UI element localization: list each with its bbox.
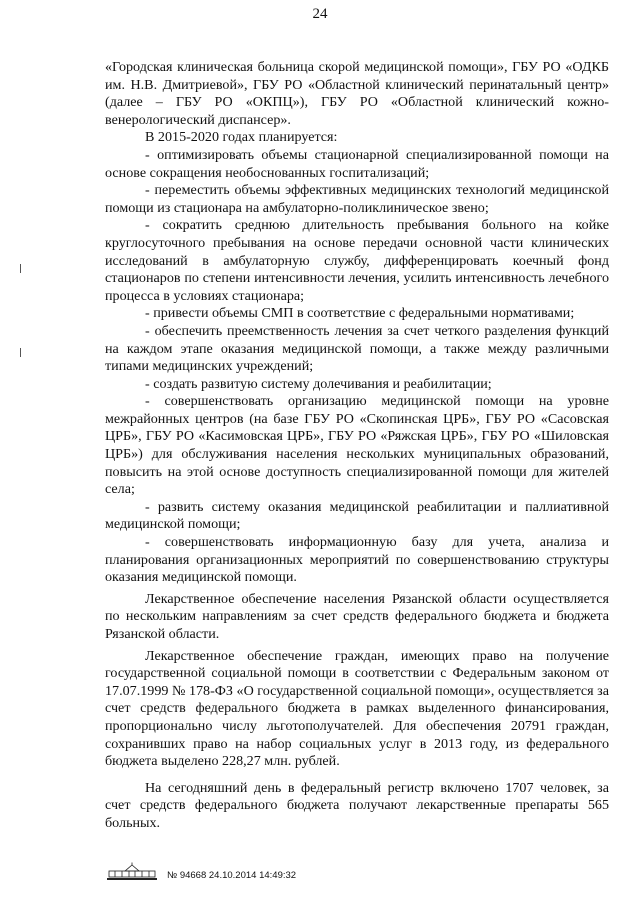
- document-stamp: № 94668 24.10.2014 14:49:32: [167, 870, 297, 881]
- page-number: 24: [312, 6, 328, 22]
- list-item-interdistrict-centers: - совершенствовать организацию медицинской помощи на уровне межрайонных центров (на базе ГБУ РО «Скопинская ЦРБ», ГБУ РО «Сасовская ЦРБ», ГБУ РО «Касимовская ЦРБ», ГБУ РО «Ряжская ЦРБ», ГБУ РО «Шиловская ЦРБ») для обслуживания населения нескольких муниципальных образований, повысить на этой основе доступность специализированной помощи для жителей села;: [105, 393, 609, 498]
- list-item-continuity: - обеспечить преемственность лечения за счет четкого разделения функций на каждом этапе оказания медицинской помощи, а также между различными типами медицинских учреждений;: [105, 322, 609, 375]
- paragraph-drug-provision: Лекарственное обеспечение населения Рязанской области осуществляется по нескольким направлениям за счет средств федерального бюджета и бюджета Рязанской области.: [105, 590, 609, 642]
- margin-mark-lower: [20, 348, 21, 357]
- list-item-move-technologies: - переместить объемы эффективных медицинских технологий медицинской помощи из стационара на амбулаторно-поликлиническое звено;: [105, 182, 609, 216]
- list-item-reduce-stay: - сократить среднюю длительность пребывания больного на койке круглосуточного пребывания на основе передачи основной части клинических исследований в амбулаторную службу, дифференцировать коечный фонд стационаров по степени интенсивности лечения, усилить интенсивность лечебного процесса в условиях стационара;: [105, 217, 609, 304]
- list-item-smp-volumes: - привести объемы СМП в соответствие с федеральными нормативами;: [145, 305, 575, 322]
- government-building-logo: [105, 862, 159, 882]
- document-footer: [105, 862, 296, 882]
- list-item-optimize-volumes: - оптимизировать объемы стационарной специализированной помощи на основе сокращения необоснованных госпитализаций;: [105, 146, 609, 181]
- paragraph-hospital-list: «Городская клиническая больница скорой медицинской помощи», ГБУ РО «ОДКБ им. Н.В. Дмитриевой», ГБУ РО «Областной клинический перинатальный центр» (далее – ГБУ РО «ОКПЦ»), ГБУ РО «Областной клинический кожно-венерологический диспансер».: [105, 59, 609, 128]
- list-item-rehab-system: - создать развитую систему долечивания и реабилитации;: [145, 375, 492, 392]
- paragraph-federal-law: Лекарственное обеспечение граждан, имеющих право на получение государственной социальной помощи в соответствии с Федеральным законом от 17.07.1999 № 178-ФЗ «О государственной социальной помощи», осуществляется за счет средств федерального бюджета в рамках выделенного финансирования, пропорционально числу льготополучателей. Для обеспечения 20791 граждан, сохранивших право на набор социальных услуг в 2013 году, из федерального бюджета выделено 228,27 млн. рублей.: [105, 647, 609, 770]
- paragraph-federal-register: На сегодняшний день в федеральный регистр включено 1707 человек, за счет средств федерального бюджета получают лекарственные препараты 565 больных.: [105, 779, 609, 831]
- list-item-palliative-care: - развить систему оказания медицинской реабилитации и паллиативной медицинской помощи;: [105, 498, 609, 533]
- paragraph-plans-intro: В 2015-2020 годах планируется:: [145, 129, 338, 146]
- margin-mark-upper: [20, 264, 21, 273]
- document-body: [105, 59, 609, 833]
- list-item-information-base: - совершенствовать информационную базу для учета, анализа и планирования организационных мероприятий по совершенствованию структуры оказания медицинской помощи.: [105, 534, 609, 586]
